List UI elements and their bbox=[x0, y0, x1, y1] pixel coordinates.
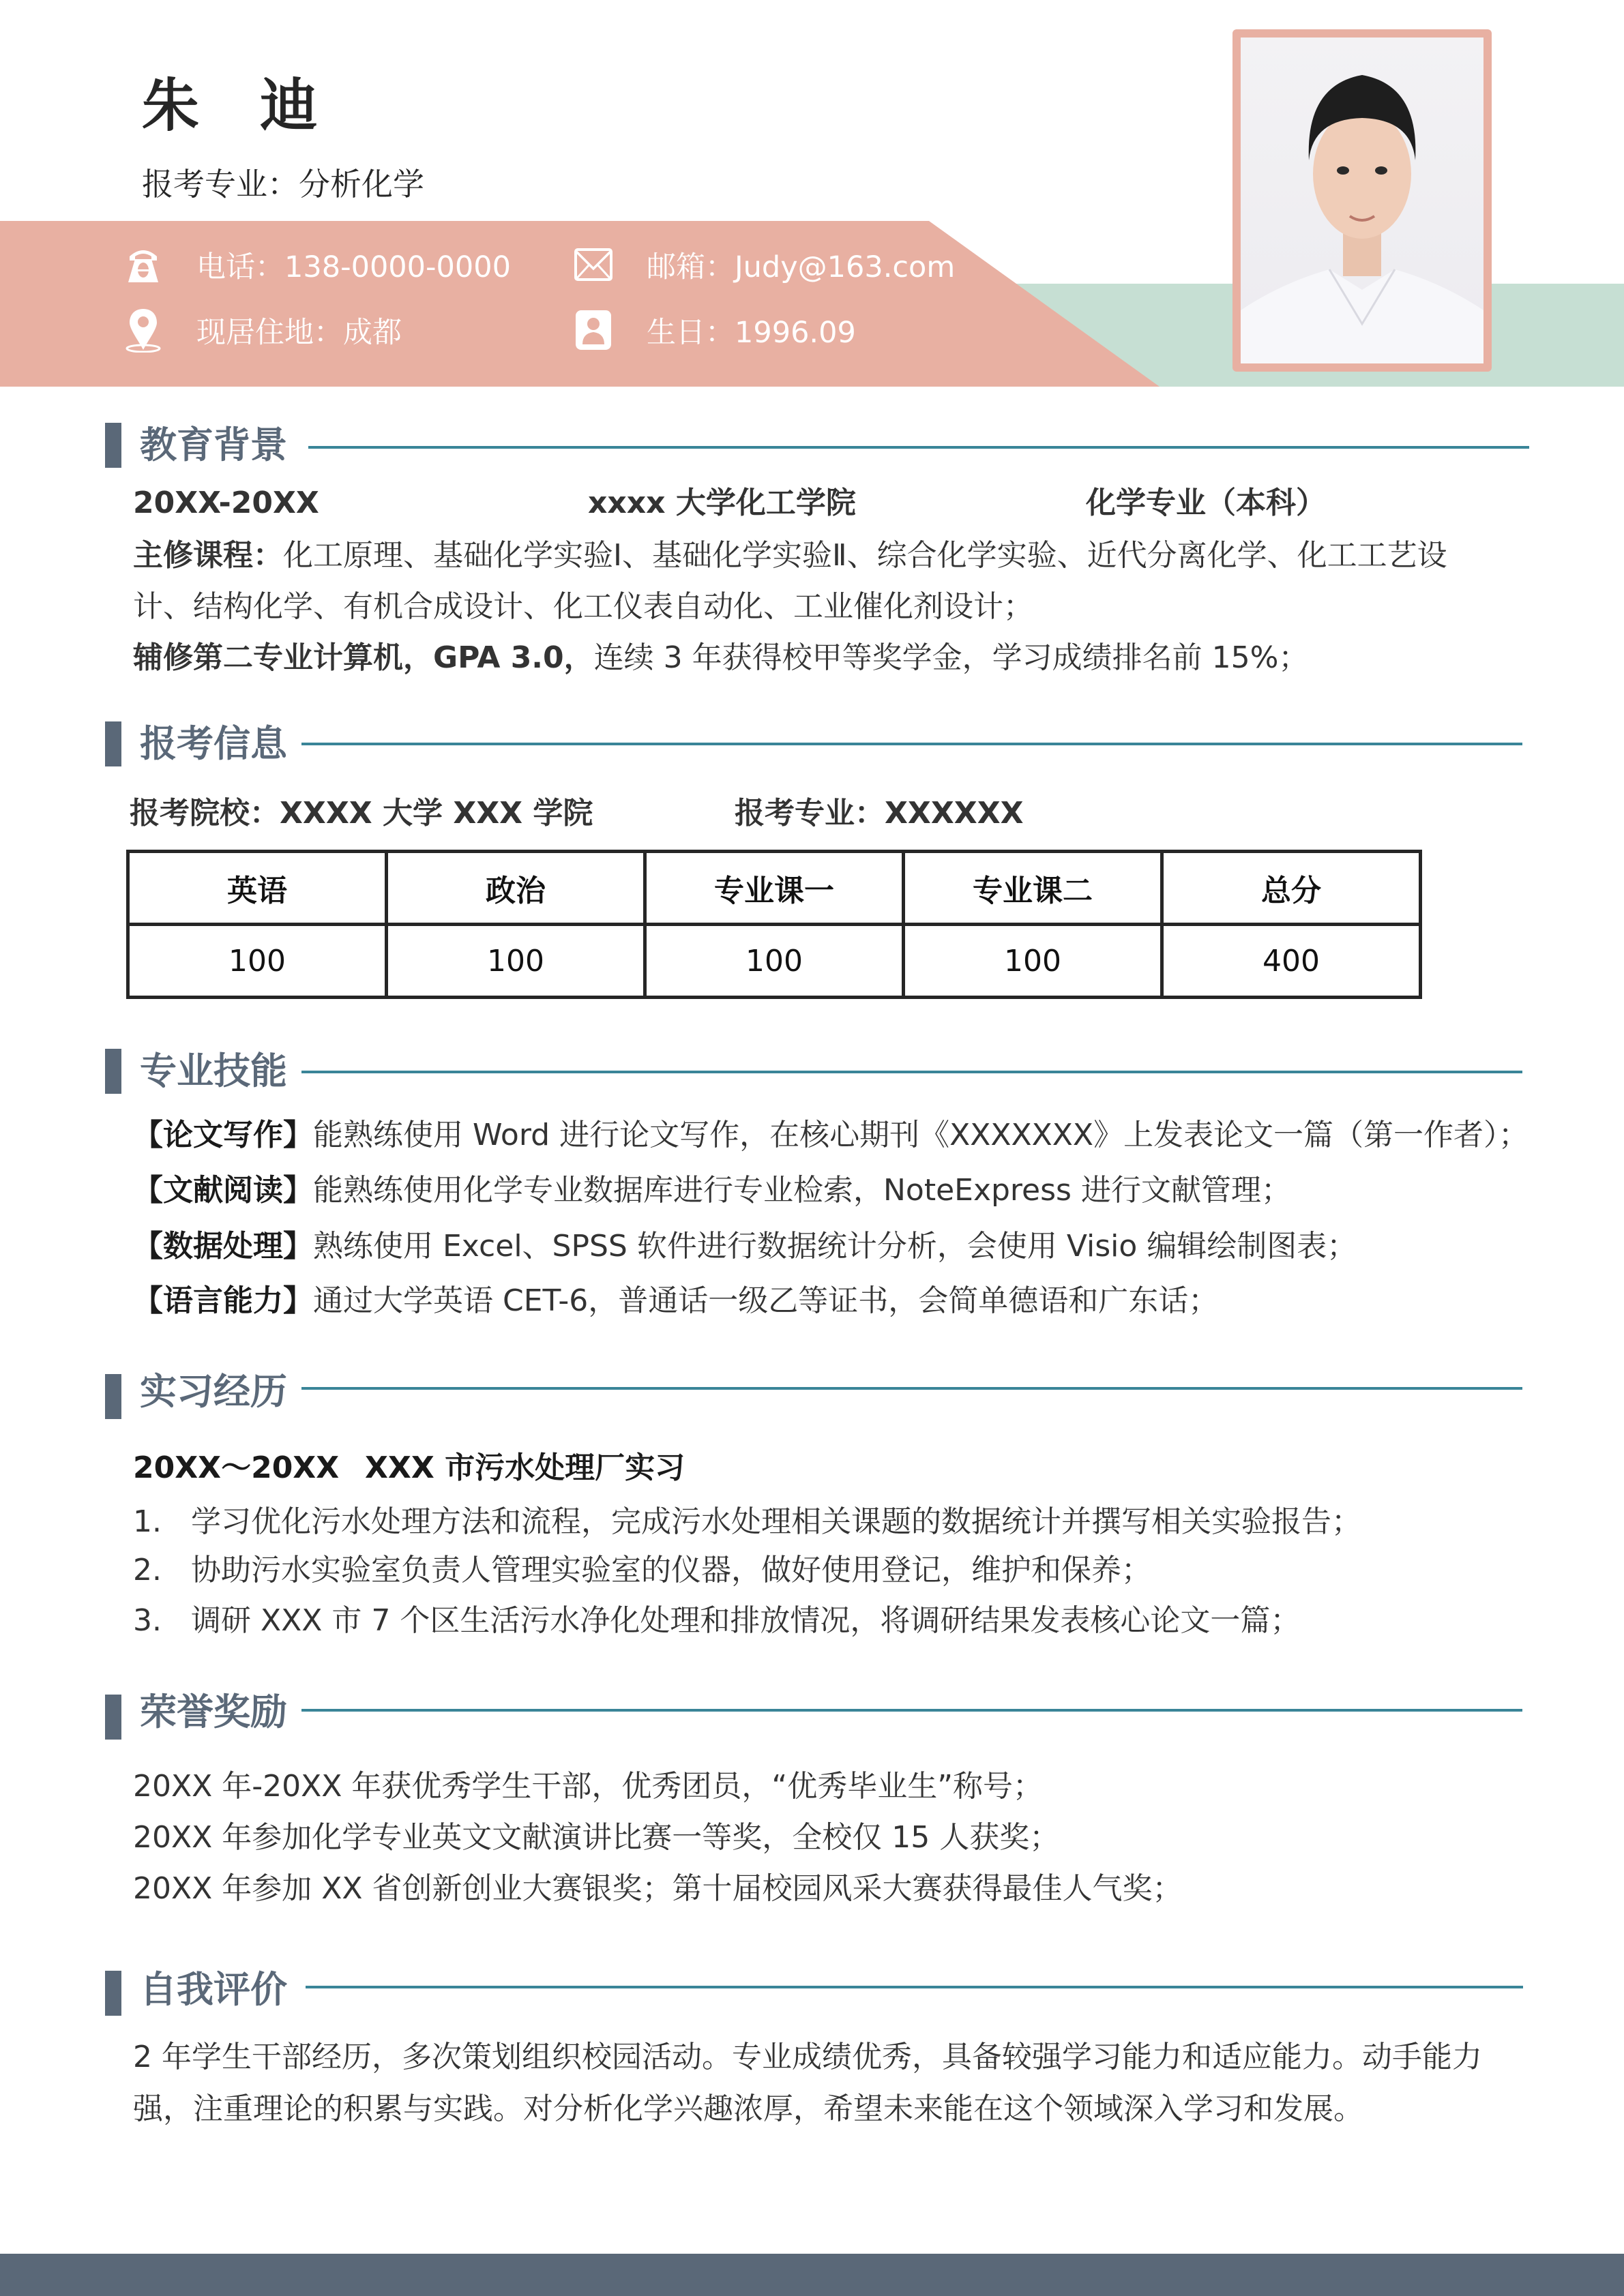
table-cell: 100 bbox=[128, 925, 387, 998]
contact-email bbox=[573, 243, 955, 286]
section-divider bbox=[308, 446, 1529, 449]
section-divider bbox=[301, 1071, 1522, 1073]
internship-item bbox=[133, 1502, 1361, 1542]
table-cell: 100 bbox=[387, 925, 645, 998]
skill-item bbox=[133, 1226, 1357, 1267]
self-eval-line1: 2 年学生干部经历，多次策划组织校园活动。专业成绩优秀，具备较强学习能力和适应能力。动手能力 bbox=[133, 2040, 1482, 2074]
education-period: 20XX-20XX bbox=[133, 486, 319, 520]
candidate-name: 朱 迪 bbox=[142, 72, 338, 139]
skill-label: 【语言能力】 bbox=[133, 1283, 313, 1318]
list-number: 3. bbox=[133, 1603, 162, 1638]
section-title-internship: 实习经历 bbox=[140, 1370, 287, 1413]
skill-label: 【文献阅读】 bbox=[133, 1173, 313, 1208]
honor-item: 20XX 年参加 XX 省创新创业大赛银奖；第十届校园风采大赛获得最佳人气奖； bbox=[133, 1871, 1183, 1906]
courses-label: 主修课程： bbox=[133, 538, 283, 573]
birthday-text: 生日：1996.09 bbox=[647, 315, 856, 350]
skill-text: 能熟练使用化学专业数据库进行专业检索，NoteExpress 进行文献管理； bbox=[313, 1173, 1291, 1208]
skill-item bbox=[133, 1115, 1529, 1156]
minor-bold: 辅修第二专业计算机，GPA 3.0， bbox=[133, 640, 594, 675]
education-degree: 化学专业（本科） bbox=[1086, 486, 1326, 520]
section-title-self-eval: 自我评价 bbox=[140, 1968, 287, 2011]
section-accent-bar bbox=[105, 1695, 121, 1740]
contact-location bbox=[123, 308, 402, 352]
section-accent-bar bbox=[105, 721, 121, 766]
table-header-cell: 专业课一 bbox=[645, 852, 904, 925]
list-text: 协助污水实验室负责人管理实验室的仪器，做好使用登记，维护和保养； bbox=[191, 1553, 1151, 1587]
skill-text: 熟练使用 Excel、SPSS 软件进行数据统计分析，会使用 Visio 编辑绘制图表； bbox=[313, 1229, 1357, 1264]
section-divider bbox=[301, 743, 1522, 745]
list-text: 调研 XXX 市 7 个区生活污水净化处理和排放情况，将调研结果发表核心论文一篇； bbox=[191, 1603, 1301, 1638]
person-card-icon bbox=[573, 310, 614, 351]
exam-school: 报考院校：XXXX 大学 XXX 学院 bbox=[130, 796, 593, 831]
location-text: 现居住地：成都 bbox=[196, 315, 402, 350]
courses-text-1: 化工原理、基础化学实验Ⅰ、基础化学实验Ⅱ、综合化学实验、近代分离化学、化工工艺设 bbox=[283, 538, 1447, 573]
internship-org: XXX 市污水处理厂实习 bbox=[365, 1450, 685, 1485]
table-header-row bbox=[128, 852, 1421, 925]
section-divider bbox=[301, 1387, 1522, 1390]
honor-item: 20XX 年-20XX 年获优秀学生干部，优秀团员，“优秀毕业生”称号； bbox=[133, 1769, 1043, 1804]
skill-text: 能熟练使用 Word 进行论文写作，在核心期刊《XXXXXXX》上发表论文一篇（第一作者）； bbox=[313, 1118, 1529, 1152]
education-school: xxxx 大学化工学院 bbox=[588, 486, 856, 520]
education-courses-line1 bbox=[133, 535, 1447, 576]
section-accent-bar bbox=[105, 1971, 121, 2016]
email-text: 邮箱：Judy@163.com bbox=[647, 250, 956, 284]
contact-phone bbox=[123, 243, 511, 286]
contact-birthday bbox=[573, 308, 856, 352]
skill-label: 【数据处理】 bbox=[133, 1229, 313, 1264]
table-header-cell: 专业课二 bbox=[904, 852, 1162, 925]
skill-text: 通过大学英语 CET-6，普通话一级乙等证书，会简单德语和广东话； bbox=[313, 1283, 1219, 1318]
self-eval-line2: 强，注重理论的积累与实践。对分析化学兴趣浓厚，希望未来能在这个领域深入学习和发展。 bbox=[133, 2091, 1363, 2126]
honor-item: 20XX 年参加化学专业英文文献演讲比赛一等奖，全校仅 15 人获奖； bbox=[133, 1820, 1060, 1855]
list-text: 学习优化污水处理方法和流程，完成污水处理相关课题的数据统计并撰写相关实验报告； bbox=[191, 1504, 1361, 1539]
phone-text: 电话：138-0000-0000 bbox=[196, 250, 511, 284]
score-table bbox=[126, 850, 1422, 999]
telephone-icon bbox=[123, 244, 164, 285]
section-title-education: 教育背景 bbox=[140, 423, 287, 466]
table-cell: 100 bbox=[904, 925, 1162, 998]
skill-item bbox=[133, 1170, 1291, 1211]
internship-item bbox=[133, 1600, 1300, 1641]
list-number: 2. bbox=[133, 1553, 162, 1587]
section-title-honors: 荣誉奖励 bbox=[140, 1690, 287, 1733]
table-cell: 100 bbox=[645, 925, 904, 998]
footer-band bbox=[0, 2254, 1624, 2296]
section-divider bbox=[301, 1709, 1522, 1712]
target-major: 报考专业：分析化学 bbox=[142, 166, 424, 203]
section-accent-bar bbox=[105, 423, 121, 468]
section-accent-bar bbox=[105, 1049, 121, 1094]
skill-label: 【论文写作】 bbox=[133, 1118, 313, 1152]
internship-period: 20XX～20XX bbox=[133, 1450, 340, 1485]
education-minor bbox=[133, 638, 1308, 679]
minor-rest: 连续 3 年获得校甲等奖学金，学习成绩排名前 15%； bbox=[593, 640, 1309, 675]
table-cell: 400 bbox=[1162, 925, 1421, 998]
section-accent-bar bbox=[105, 1374, 121, 1419]
internship-item bbox=[133, 1550, 1151, 1591]
location-pin-icon bbox=[123, 310, 164, 351]
education-courses-line2: 计、结构化学、有机合成设计、化工仪表自动化、工业催化剂设计； bbox=[133, 589, 1033, 624]
table-row bbox=[128, 925, 1421, 998]
portrait-photo bbox=[1241, 38, 1483, 363]
skill-item bbox=[133, 1281, 1218, 1322]
table-header-cell: 政治 bbox=[387, 852, 645, 925]
envelope-icon bbox=[573, 244, 614, 285]
section-title-exam: 报考信息 bbox=[140, 722, 287, 765]
exam-major: 报考专业：XXXXXX bbox=[735, 796, 1024, 831]
section-divider bbox=[306, 1986, 1523, 1988]
table-header-cell: 总分 bbox=[1162, 852, 1421, 925]
section-title-skills: 专业技能 bbox=[140, 1049, 287, 1092]
table-header-cell: 英语 bbox=[128, 852, 387, 925]
list-number: 1. bbox=[133, 1504, 162, 1539]
